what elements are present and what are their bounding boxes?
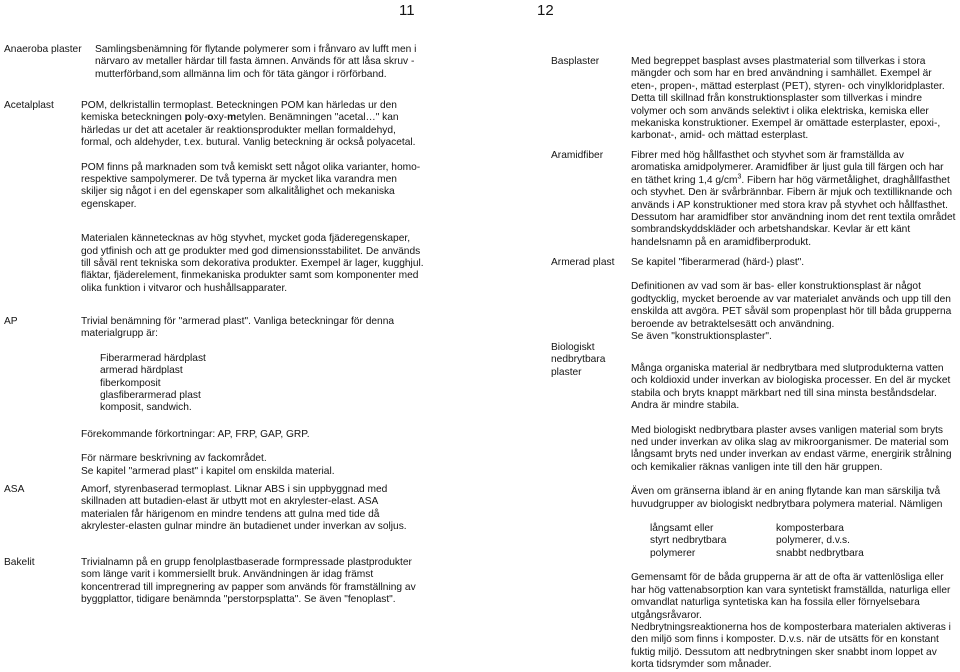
definition-ap: [81, 316, 425, 478]
page-number-left: 11: [399, 2, 415, 19]
term-anaeroba: Anaeroba plaster: [4, 44, 82, 55]
definition-aramidfiber: Fibrer med hög hållfasthet och styvhet som är framställda av aromatiska amidpolymerer. Aramidfiber är ljust gula till färgen och har en täthet kring 1,4 $g/cm^3$. Fibern har hög värmetålighet, draghållfasthet och styvhet. Den är svårbrännbar. Fibern är mjuk och textilliknande och används i AP konstruktioner med stora krav på styvhet och hållfasthet. Dessutom har aramidfiber stor användning inom det rent textila området sombrandskyddskläder och arbetshandskar. Kevlar är ett känt handelsnamn på en aramidfiberprodukt.: [631, 150, 956, 248]
table-cell: komposterbara: [776, 523, 844, 535]
list-item: Fiberarmerad härdplast: [100, 352, 206, 364]
definition-basplaster: Med begreppet basplast avses plastmaterial som tillverkas i stora mängder och som har en bred användning i samhället. Exempel är eten-, propen-, mättad esterplast (PET), styren- och vinylkloridplaster. Detta till skillnad från konstruktionsplaster som tillverkas i mindre volymer och som används selektivt i olika elektriska, kemiska eller mekaniska konstruktioner. Exempel är omättade esterplaster, epoxi-, karbonat-, amid- och mättad esterplast.: [631, 56, 945, 142]
definition-acetalplast: [81, 100, 425, 295]
table-cell: långsamt eller: [650, 523, 714, 535]
definition-anaeroba: Samlingsbenämning för flytande polymerer som i frånvaro av lufft men i närvaro av metaller härdar till fasta ämnen. Används för att låsa skruv - mutterförband,som allmänna lim och för täta gängor i rörförband.: [95, 44, 417, 80]
armerad-paragraph: Definitionen av vad som är bas- eller konstruktionsplast är något godtycklig, mycket beroende av var materialet används och upp till den enskilda att avgöra. PET såväl som propenplast hör till båda grupperna beroende av betraktelsesätt och användning.: [631, 281, 952, 330]
bio-paragraph-2: Med biologiskt nedbrytbara plaster avses vanligen material som bryts ned under inverkan av olika slag av mikroorganismer. De material som långsamt bryts ned under inverkan av endast värme, energirik strålning och kemikalier räknas vanligen inte till den här gruppen.: [631, 424, 952, 473]
term-biologiskt-nedbrytbara: Biologiskt nedbrytbara plaster: [551, 342, 606, 378]
term-aramidfiber: Aramidfiber: [551, 150, 604, 161]
definition-asa: Amorf, styrenbaserad termoplast. Liknar ABS i sin uppbyggnad med skillnaden att butadien-elast är utbytt mot en akrylester-elast. ASA materialen får härigenom en mindre tendens att gulna med tide då akrylester-elasten gulnar mindre än butadienet under inverkan av soljus.: [81, 484, 407, 533]
list-item: armerad härdplast: [100, 365, 183, 377]
bio-paragraph-4: Gemensamt för de båda grupperna är att de ofta är vattenlösliga eller har hög vattenabsorption kan vara syntetiskt framställda, naturliga eller omvandlat naturliga syntetiska kan ha fossila eller förnyelsebara utgångsråvaror.: [631, 572, 951, 621]
definition-biologiskt-nedbrytbara: [631, 363, 956, 672]
term-armerad-plast: Armerad plast: [551, 257, 615, 268]
ap-intro: Trivial benämning för "armerad plast". Vanliga beteckningar för denna materialgrupp är:: [81, 316, 395, 340]
term-ap: AP: [4, 316, 18, 327]
definition-bakelit: Trivialnamn på en grupp fenolplastbaserade formpressade plastprodukter som länge varit i kommersiellt bruk. Användningen är idag främst koncentrerad till impregnering av papper som används för framställning av byggplattor, tidigare benämnda "perstorpsplatta". Se även "fenoplast".: [81, 557, 416, 606]
table-cell: snabbt nedbrytbara: [776, 547, 864, 559]
bio-paragraph-1: Många organiska material är nedbrytbara med slutprodukterna vatten och koldioxid under inverkan av biologiska processer. En del är mycket stabila och bryts knappt märkbart ned till sina minsta beståndsdelar. Andra är mindre stabila.: [631, 363, 951, 412]
table-cell: polymerer: [650, 547, 696, 559]
term-acetalplast: Acetalplast: [4, 100, 54, 111]
table-cell: polymerer, d.v.s.: [776, 535, 850, 547]
term-basplaster: Basplaster: [551, 56, 600, 67]
definition-armerad-plast: [631, 257, 956, 343]
armerad-see-also: Se även "konstruktionsplaster".: [631, 331, 772, 343]
table-cell: styrt nedbrytbara: [650, 535, 727, 547]
bio-paragraph-3: Även om gränserna ibland är en aning flytande kan man särskilja två huvudgrupper av biologiskt nedbrytbara polymera material. Nämligen: [631, 486, 943, 510]
list-item: komposit, sandwich.: [100, 402, 192, 414]
ap-see-note-2: Se kapitel "armerad plast" i kapitel om enskilda material.: [81, 465, 335, 477]
page-number-right: 12: [537, 2, 554, 19]
term-bakelit: Bakelit: [4, 557, 35, 568]
bio-group-table: [650, 523, 956, 560]
armerad-see: Se kapitel "fiberarmerad (härd-) plast".: [631, 257, 805, 268]
bio-paragraph-5: Nedbrytningsreaktionerna hos de komposterbara materialen aktiveras i den miljö som finns i komposter. D.v.s. när de utsätts för en konstant fuktig miljö. Dessutom att nedbrytningen sker snabbt inom loppet av korta tidsrymder som månader.: [631, 621, 951, 671]
acetalplast-paragraph-2: POM finns på marknaden som två kemiskt sett något olika varianter, homo- respektive sampolymerer. De två typerna är mycket lika varandra men skiljer sig något i en del egenskaper som alkalitålighet och mekaniska egenskaper.: [81, 161, 421, 210]
list-item: glasfiberarmerad plast: [100, 390, 201, 402]
term-asa: ASA: [4, 484, 25, 495]
ap-synonym-list: [81, 353, 425, 415]
ap-see-note-1: För närmare beskrivning av fackområdet.: [81, 453, 267, 465]
acetalplast-paragraph-1: POM, delkristallin termoplast. Beteckningen POM kan härledas ur den kemiska beteckningen poly-oxy-metylen. Benämningen "acetal…" kan härledas ur det att acetaler är reaktionsprodukter mellan formaldehyd, formal, och aldehyder, t.ex. butural. Vanlig beteckning är också polyacetal.: [81, 100, 416, 149]
ap-abbreviations: Förekommande förkortningar: AP, FRP, GAP, GRP.: [81, 428, 310, 440]
acetalplast-paragraph-3: Materialen kännetecknas av hög styvhet, mycket goda fjäderegenskaper, god ytfinish och att ge produkter med god dimensionsstabilitet. De används till såväl rent tekniska som dekorativa produkter. Exempel är lager, kugghjul. fläktar, fjäderelement, finmekaniska produkter samt som komponenter med olika funktion i vitvaror och hushållsapparater.: [81, 233, 424, 294]
list-item: fiberkomposit: [100, 377, 161, 389]
